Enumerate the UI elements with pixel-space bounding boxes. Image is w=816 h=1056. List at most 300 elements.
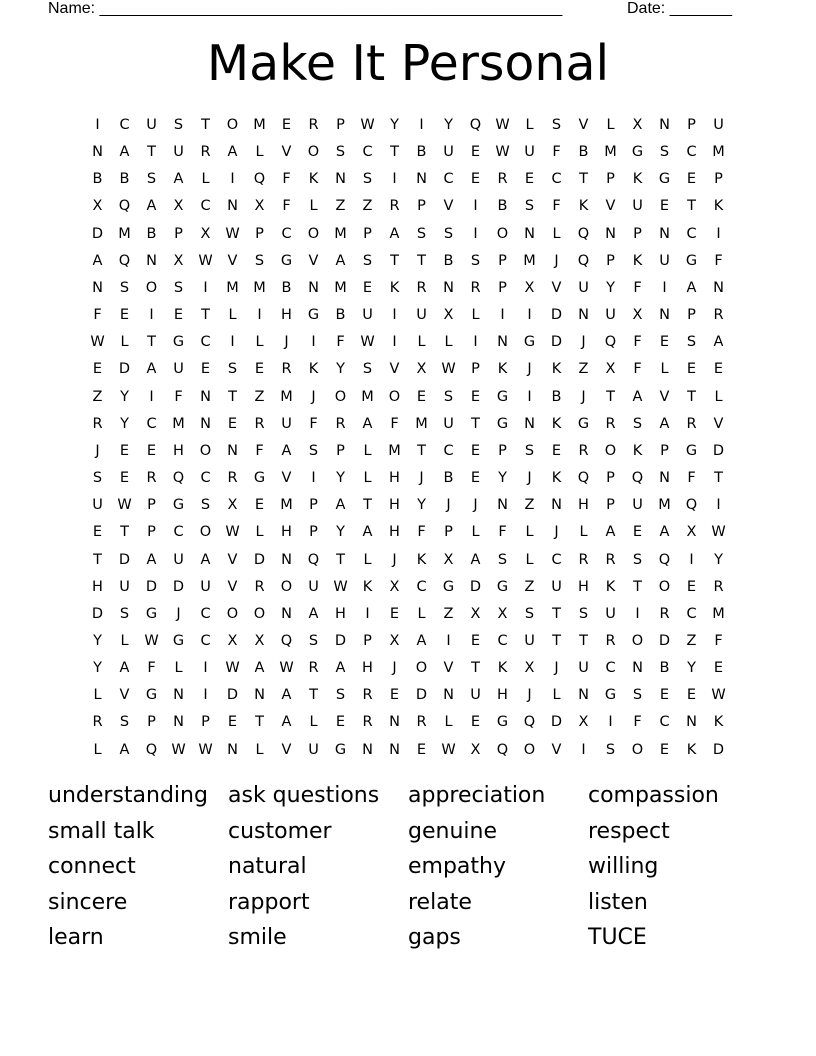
grid-letter[interactable]: H [578, 578, 589, 595]
grid-letter[interactable]: Z [362, 198, 373, 215]
grid-letter[interactable]: L [444, 714, 453, 731]
grid-letter[interactable]: O [496, 225, 509, 242]
grid-letter[interactable]: N [686, 714, 697, 731]
grid-letter[interactable]: S [362, 171, 373, 188]
grid-letter[interactable]: B [551, 388, 562, 405]
grid-letter[interactable]: I [500, 307, 505, 324]
grid-letter[interactable]: T [471, 415, 480, 432]
grid-letter[interactable]: C [551, 551, 562, 568]
grid-letter[interactable]: P [336, 442, 345, 459]
grid-letter[interactable]: P [417, 198, 426, 215]
grid-letter[interactable]: I [527, 388, 532, 405]
grid-letter[interactable]: E [470, 144, 481, 161]
grid-letter[interactable]: T [147, 334, 156, 351]
grid-letter[interactable]: W [441, 741, 456, 758]
grid-letter[interactable]: T [714, 470, 723, 487]
grid-letter[interactable]: S [686, 334, 697, 351]
grid-letter[interactable]: O [388, 388, 401, 405]
grid-letter[interactable]: X [254, 632, 265, 649]
grid-letter[interactable]: I [527, 307, 532, 324]
grid-letter[interactable]: A [173, 171, 184, 188]
grid-letter[interactable]: H [92, 578, 103, 595]
grid-letter[interactable]: C [416, 578, 427, 595]
word-search-grid[interactable] [84, 112, 732, 764]
grid-letter[interactable]: L [525, 524, 534, 541]
grid-letter[interactable]: L [255, 524, 264, 541]
grid-letter[interactable]: N [524, 225, 535, 242]
grid-letter[interactable]: R [308, 117, 319, 133]
grid-letter[interactable]: F [147, 660, 156, 677]
grid-letter[interactable]: A [362, 415, 373, 432]
grid-letter[interactable]: E [227, 415, 238, 432]
grid-letter[interactable]: X [416, 361, 427, 378]
grid-letter[interactable]: A [119, 660, 130, 677]
grid-letter[interactable]: L [120, 632, 129, 649]
grid-letter[interactable]: E [470, 442, 481, 459]
grid-letter[interactable]: I [149, 388, 154, 405]
grid-letter[interactable]: J [527, 470, 532, 487]
grid-letter[interactable]: F [390, 415, 399, 432]
grid-letter[interactable]: B [281, 279, 292, 296]
grid-letter[interactable]: T [363, 497, 372, 514]
grid-letter[interactable]: I [365, 605, 370, 622]
grid-letter[interactable]: I [230, 171, 235, 188]
grid-letter[interactable]: W [711, 524, 726, 541]
grid-letter[interactable]: Q [631, 470, 644, 487]
grid-letter[interactable]: F [552, 198, 561, 215]
grid-letter[interactable]: R [362, 714, 373, 731]
grid-letter[interactable]: N [389, 714, 400, 731]
grid-letter[interactable]: V [119, 687, 130, 704]
grid-letter[interactable]: K [551, 415, 562, 432]
grid-letter[interactable]: L [471, 524, 480, 541]
grid-letter[interactable]: F [498, 524, 507, 541]
grid-letter[interactable]: I [473, 198, 478, 215]
grid-letter[interactable]: I [203, 660, 208, 677]
grid-letter[interactable]: Y [714, 551, 723, 568]
grid-letter[interactable]: E [686, 687, 697, 704]
grid-letter[interactable]: G [496, 578, 509, 595]
grid-letter[interactable]: M [712, 144, 725, 161]
grid-letter[interactable]: E [470, 171, 481, 188]
grid-letter[interactable]: E [389, 687, 400, 704]
grid-letter[interactable]: H [389, 524, 400, 541]
grid-letter[interactable]: Y [687, 660, 696, 677]
grid-letter[interactable]: A [200, 551, 211, 568]
grid-letter[interactable]: X [524, 279, 535, 296]
grid-letter[interactable]: W [225, 225, 240, 242]
date-field[interactable]: Date: _______ [627, 0, 732, 17]
grid-letter[interactable]: V [281, 144, 292, 161]
grid-letter[interactable]: G [172, 334, 185, 351]
grid-letter[interactable]: R [713, 307, 724, 324]
grid-letter[interactable]: A [308, 605, 319, 622]
grid-letter[interactable]: N [632, 660, 643, 677]
grid-letter[interactable]: W [360, 117, 375, 133]
grid-letter[interactable]: P [363, 225, 372, 242]
grid-letter[interactable]: H [335, 605, 346, 622]
grid-letter[interactable]: G [307, 307, 320, 324]
grid-letter[interactable]: Q [496, 741, 509, 758]
grid-letter[interactable]: S [173, 279, 184, 296]
grid-letter[interactable]: M [415, 415, 428, 432]
grid-letter[interactable]: P [606, 470, 615, 487]
grid-letter[interactable]: V [443, 198, 454, 215]
grid-letter[interactable]: U [146, 117, 157, 133]
grid-letter[interactable]: D [550, 334, 563, 351]
grid-letter[interactable]: R [254, 415, 265, 432]
grid-letter[interactable]: V [227, 551, 238, 568]
grid-letter[interactable]: R [416, 279, 427, 296]
grid-letter[interactable]: L [309, 198, 318, 215]
grid-letter[interactable]: N [443, 279, 454, 296]
grid-letter[interactable]: K [632, 442, 643, 459]
grid-letter[interactable]: S [605, 741, 616, 758]
grid-letter[interactable]: J [95, 442, 100, 459]
grid-letter[interactable]: K [497, 660, 508, 677]
grid-letter[interactable]: X [632, 117, 643, 133]
grid-letter[interactable]: U [605, 307, 616, 324]
grid-letter[interactable]: Y [606, 279, 615, 296]
grid-letter[interactable]: R [335, 415, 346, 432]
grid-letter[interactable]: Q [118, 252, 131, 269]
grid-letter[interactable]: P [363, 632, 372, 649]
grid-letter[interactable]: I [311, 334, 316, 351]
grid-letter[interactable]: H [497, 687, 508, 704]
grid-letter[interactable]: I [392, 307, 397, 324]
name-field[interactable]: Name: ____________________________________________________ [48, 0, 563, 17]
grid-letter[interactable]: L [417, 605, 426, 622]
grid-letter[interactable]: D [712, 442, 725, 459]
grid-letter[interactable]: D [334, 632, 347, 649]
grid-letter[interactable]: P [147, 524, 156, 541]
grid-letter[interactable]: X [200, 225, 211, 242]
grid-letter[interactable]: S [119, 605, 130, 622]
grid-letter[interactable]: O [415, 660, 428, 677]
grid-letter[interactable]: I [392, 334, 397, 351]
grid-letter[interactable]: P [498, 442, 507, 459]
grid-letter[interactable]: T [201, 117, 210, 133]
grid-letter[interactable]: N [524, 415, 535, 432]
grid-letter[interactable]: H [578, 497, 589, 514]
grid-letter[interactable]: L [606, 117, 615, 133]
grid-letter[interactable]: C [497, 632, 508, 649]
grid-letter[interactable]: M [172, 415, 185, 432]
grid-letter[interactable]: O [523, 741, 536, 758]
grid-letter[interactable]: J [527, 361, 532, 378]
grid-letter[interactable]: L [363, 470, 372, 487]
grid-letter[interactable]: D [415, 687, 428, 704]
grid-letter[interactable]: P [309, 524, 318, 541]
grid-letter[interactable]: U [173, 361, 184, 378]
grid-letter[interactable]: S [551, 117, 562, 133]
grid-letter[interactable]: T [309, 687, 318, 704]
grid-letter[interactable]: E [92, 361, 103, 378]
grid-letter[interactable]: N [416, 171, 427, 188]
grid-letter[interactable]: C [281, 225, 292, 242]
grid-letter[interactable]: E [254, 497, 265, 514]
grid-letter[interactable]: E [227, 714, 238, 731]
grid-letter[interactable]: G [523, 334, 536, 351]
grid-letter[interactable]: I [149, 307, 154, 324]
grid-letter[interactable]: J [554, 660, 559, 677]
grid-letter[interactable]: T [606, 388, 615, 405]
grid-letter[interactable]: L [363, 551, 372, 568]
grid-letter[interactable]: U [92, 497, 103, 514]
grid-letter[interactable]: W [117, 497, 132, 514]
grid-letter[interactable]: A [605, 524, 616, 541]
grid-letter[interactable]: X [389, 632, 400, 649]
grid-letter[interactable]: K [632, 171, 643, 188]
grid-letter[interactable]: H [389, 470, 400, 487]
grid-letter[interactable]: U [308, 578, 319, 595]
grid-letter[interactable]: H [362, 660, 373, 677]
grid-letter[interactable]: I [662, 279, 667, 296]
grid-letter[interactable]: I [419, 117, 424, 133]
grid-letter[interactable]: Q [685, 497, 698, 514]
grid-letter[interactable]: X [524, 660, 535, 677]
grid-letter[interactable]: U [632, 497, 643, 514]
grid-letter[interactable]: A [335, 660, 346, 677]
grid-letter[interactable]: P [147, 497, 156, 514]
grid-letter[interactable]: S [524, 605, 535, 622]
grid-letter[interactable]: L [552, 225, 561, 242]
grid-letter[interactable]: E [659, 198, 670, 215]
grid-letter[interactable]: F [633, 279, 642, 296]
grid-letter[interactable]: G [442, 578, 455, 595]
grid-letter[interactable]: U [659, 252, 670, 269]
grid-letter[interactable]: V [227, 252, 238, 269]
grid-letter[interactable]: U [632, 198, 643, 215]
grid-letter[interactable]: V [578, 117, 589, 133]
grid-letter[interactable]: D [91, 225, 104, 242]
grid-letter[interactable]: N [173, 714, 184, 731]
grid-letter[interactable]: E [659, 687, 670, 704]
grid-letter[interactable]: R [146, 470, 157, 487]
grid-letter[interactable]: S [119, 714, 130, 731]
grid-letter[interactable]: T [147, 144, 156, 161]
grid-letter[interactable]: A [281, 714, 292, 731]
grid-letter[interactable]: N [92, 144, 103, 161]
grid-letter[interactable]: W [441, 361, 456, 378]
grid-letter[interactable]: S [443, 388, 454, 405]
grid-letter[interactable]: B [92, 171, 103, 188]
grid-letter[interactable]: X [497, 605, 508, 622]
grid-letter[interactable]: S [308, 442, 319, 459]
grid-letter[interactable]: M [118, 225, 131, 242]
grid-letter[interactable]: U [524, 144, 535, 161]
grid-letter[interactable]: T [633, 578, 642, 595]
grid-letter[interactable]: P [471, 361, 480, 378]
grid-letter[interactable]: V [659, 388, 670, 405]
grid-letter[interactable]: E [470, 470, 481, 487]
grid-letter[interactable]: G [172, 497, 185, 514]
grid-letter[interactable]: C [200, 605, 211, 622]
grid-letter[interactable]: E [119, 307, 130, 324]
grid-letter[interactable]: Q [253, 171, 266, 188]
grid-letter[interactable]: G [631, 144, 644, 161]
grid-letter[interactable]: E [146, 442, 157, 459]
grid-letter[interactable]: T [471, 660, 480, 677]
grid-letter[interactable]: L [471, 307, 480, 324]
grid-letter[interactable]: X [254, 198, 265, 215]
grid-letter[interactable]: K [578, 198, 589, 215]
grid-letter[interactable]: B [497, 198, 508, 215]
grid-letter[interactable]: L [525, 551, 534, 568]
grid-letter[interactable]: D [118, 361, 131, 378]
grid-letter[interactable]: U [119, 578, 130, 595]
grid-letter[interactable]: Q [145, 741, 158, 758]
grid-letter[interactable]: Q [469, 117, 482, 133]
grid-letter[interactable]: N [659, 225, 670, 242]
grid-letter[interactable]: K [497, 361, 508, 378]
grid-letter[interactable]: M [712, 605, 725, 622]
grid-letter[interactable]: K [713, 198, 724, 215]
grid-letter[interactable]: O [145, 279, 158, 296]
grid-letter[interactable]: K [416, 551, 427, 568]
grid-letter[interactable]: N [605, 225, 616, 242]
grid-letter[interactable]: M [253, 279, 266, 296]
grid-letter[interactable]: X [470, 741, 481, 758]
grid-letter[interactable]: F [633, 361, 642, 378]
grid-letter[interactable]: S [200, 497, 211, 514]
grid-letter[interactable]: Y [390, 117, 399, 133]
grid-letter[interactable]: S [632, 687, 643, 704]
grid-letter[interactable]: A [335, 497, 346, 514]
grid-letter[interactable]: N [551, 497, 562, 514]
grid-letter[interactable]: M [361, 388, 374, 405]
grid-letter[interactable]: P [498, 279, 507, 296]
grid-letter[interactable]: B [335, 307, 346, 324]
grid-letter[interactable]: L [417, 334, 426, 351]
grid-letter[interactable]: B [416, 144, 427, 161]
grid-letter[interactable]: A [335, 252, 346, 269]
grid-letter[interactable]: E [200, 361, 211, 378]
grid-letter[interactable]: N [146, 252, 157, 269]
grid-letter[interactable]: N [200, 388, 211, 405]
grid-letter[interactable]: L [714, 388, 723, 405]
grid-letter[interactable]: Y [336, 361, 345, 378]
grid-letter[interactable]: R [605, 415, 616, 432]
grid-letter[interactable]: N [659, 307, 670, 324]
grid-letter[interactable]: L [255, 144, 264, 161]
grid-letter[interactable]: I [392, 171, 397, 188]
grid-letter[interactable]: Z [443, 605, 454, 622]
grid-letter[interactable]: U [200, 578, 211, 595]
grid-letter[interactable]: A [470, 551, 481, 568]
grid-letter[interactable]: S [524, 198, 535, 215]
grid-letter[interactable]: R [362, 687, 373, 704]
grid-letter[interactable]: A [632, 388, 643, 405]
grid-letter[interactable]: N [281, 605, 292, 622]
grid-letter[interactable]: D [658, 632, 671, 649]
grid-letter[interactable]: P [174, 225, 183, 242]
grid-letter[interactable]: G [604, 687, 617, 704]
grid-letter[interactable]: O [631, 741, 644, 758]
grid-letter[interactable]: A [119, 741, 130, 758]
grid-letter[interactable]: O [199, 442, 212, 459]
grid-letter[interactable]: T [552, 605, 561, 622]
grid-letter[interactable]: E [686, 171, 697, 188]
grid-letter[interactable]: R [92, 714, 103, 731]
grid-letter[interactable]: R [686, 415, 697, 432]
grid-letter[interactable]: Y [444, 117, 453, 133]
grid-letter[interactable]: M [523, 252, 536, 269]
grid-letter[interactable]: Z [524, 578, 535, 595]
grid-letter[interactable]: R [254, 578, 265, 595]
grid-letter[interactable]: A [659, 415, 670, 432]
grid-letter[interactable]: D [172, 578, 185, 595]
grid-letter[interactable]: L [525, 117, 534, 133]
grid-letter[interactable]: B [443, 252, 454, 269]
grid-letter[interactable]: K [308, 171, 319, 188]
grid-letter[interactable]: V [308, 252, 319, 269]
grid-letter[interactable]: G [658, 171, 671, 188]
grid-letter[interactable]: F [336, 334, 345, 351]
grid-letter[interactable]: R [416, 714, 427, 731]
grid-letter[interactable]: W [198, 741, 213, 758]
grid-letter[interactable]: S [308, 632, 319, 649]
grid-letter[interactable]: N [389, 741, 400, 758]
grid-letter[interactable]: Q [577, 252, 590, 269]
grid-letter[interactable]: R [605, 551, 616, 568]
grid-letter[interactable]: S [362, 361, 373, 378]
grid-letter[interactable]: Z [686, 632, 697, 649]
grid-letter[interactable]: S [443, 225, 454, 242]
grid-letter[interactable]: Y [120, 388, 129, 405]
grid-letter[interactable]: C [686, 225, 697, 242]
grid-letter[interactable]: O [658, 578, 671, 595]
grid-letter[interactable]: S [632, 551, 643, 568]
grid-letter[interactable]: U [578, 660, 589, 677]
grid-letter[interactable]: I [95, 117, 100, 133]
grid-letter[interactable]: W [225, 660, 240, 677]
grid-letter[interactable]: Q [577, 225, 590, 242]
grid-letter[interactable]: N [281, 551, 292, 568]
grid-letter[interactable]: N [497, 497, 508, 514]
grid-letter[interactable]: B [578, 144, 589, 161]
grid-letter[interactable]: P [336, 117, 345, 133]
grid-letter[interactable]: J [392, 660, 397, 677]
grid-letter[interactable]: L [93, 741, 102, 758]
grid-letter[interactable]: R [470, 279, 481, 296]
grid-letter[interactable]: N [713, 279, 724, 296]
grid-letter[interactable]: S [119, 279, 130, 296]
grid-letter[interactable]: E [92, 524, 103, 541]
grid-letter[interactable]: P [660, 442, 669, 459]
grid-letter[interactable]: Q [307, 551, 320, 568]
grid-letter[interactable]: T [417, 442, 426, 459]
grid-letter[interactable]: V [281, 470, 292, 487]
grid-letter[interactable]: O [280, 578, 293, 595]
grid-letter[interactable]: J [581, 334, 586, 351]
grid-letter[interactable]: Q [523, 714, 536, 731]
grid-letter[interactable]: C [119, 117, 130, 133]
grid-letter[interactable]: O [253, 605, 266, 622]
grid-letter[interactable]: Q [604, 334, 617, 351]
grid-letter[interactable]: I [581, 741, 586, 758]
grid-letter[interactable]: S [470, 252, 481, 269]
grid-letter[interactable]: C [443, 442, 454, 459]
grid-letter[interactable]: C [200, 334, 211, 351]
grid-letter[interactable]: N [308, 279, 319, 296]
grid-letter[interactable]: J [554, 252, 559, 269]
grid-letter[interactable]: D [145, 578, 158, 595]
grid-letter[interactable]: Y [120, 415, 129, 432]
grid-letter[interactable]: B [119, 171, 130, 188]
grid-letter[interactable]: E [389, 605, 400, 622]
grid-letter[interactable]: V [551, 741, 562, 758]
